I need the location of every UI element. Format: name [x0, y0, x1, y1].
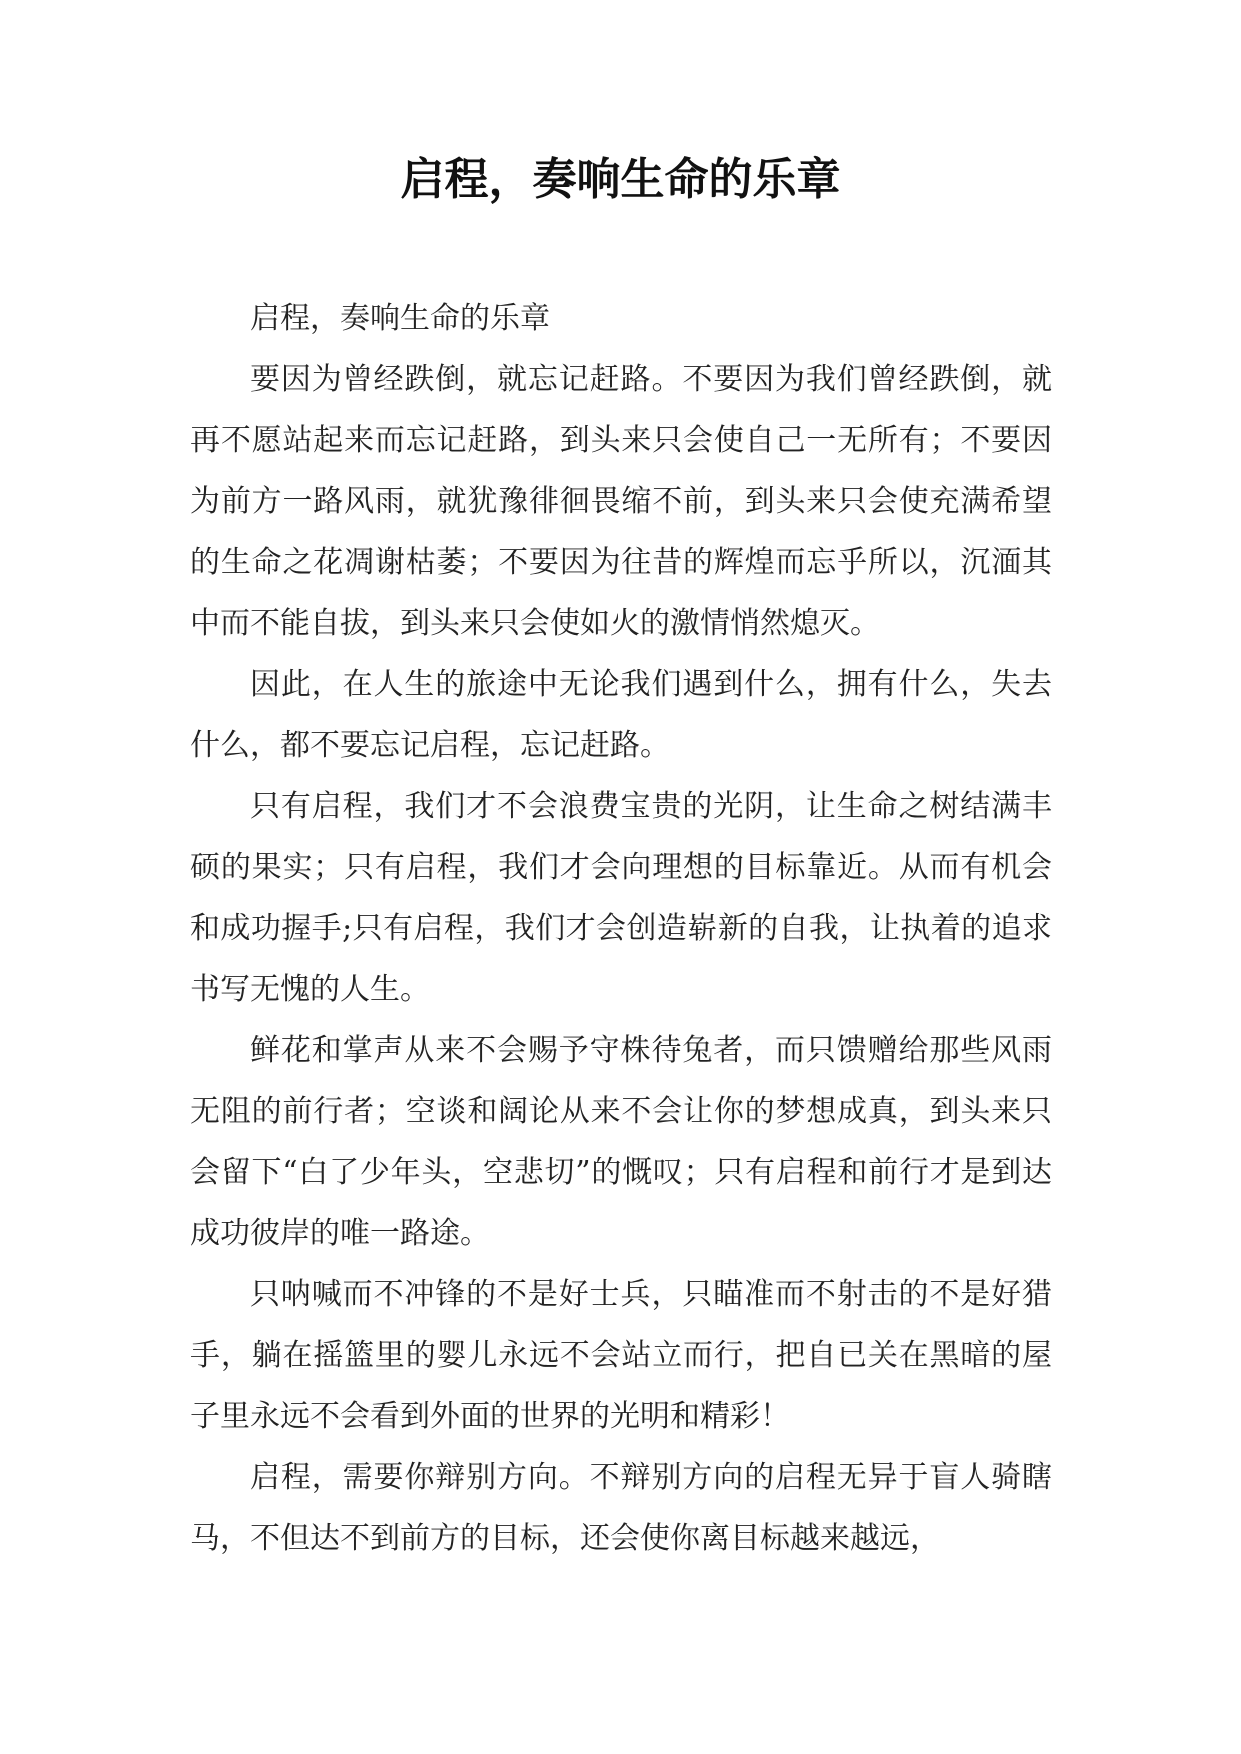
paragraph: 因此，在人生的旅途中无论我们遇到什么，拥有什么，失去什么，都不要忘记启程，忘记赶路。: [190, 667, 1052, 763]
document-title: 启程，奏响生命的乐章: [400, 154, 841, 205]
paragraph: 启程，需要你辩别方向。不辩别方向的启程无异于盲人骑瞎马，不但达不到前方的目标，还会使你离目标越来越远，: [190, 1460, 1052, 1556]
paragraph: 鲜花和掌声从来不会赐予守株待兔者，而只馈赠给那些风雨无阻的前行者；空谈和阔论从来不会让你的梦想成真，到头来只会留下“白了少年头，空悲切”的慨叹；只有启程和前行才是到达成功彼岸的唯一路途。: [190, 1033, 1052, 1251]
paragraph: 只呐喊而不冲锋的不是好士兵，只瞄准而不射击的不是好猎手，躺在摇篮里的婴儿永远不会站立而行，把自已关在黑暗的屋子里永远不会看到外面的世界的光明和精彩！: [190, 1277, 1052, 1434]
document-body: [190, 288, 1052, 1569]
paragraph: 只有启程，我们才不会浪费宝贵的光阴，让生命之树结满丰硕的果实；只有启程，我们才会向理想的目标靠近。从而有机会和成功握手;只有启程，我们才会创造崭新的自我，让执着的追求书写无愧的人生。: [190, 789, 1052, 1007]
paragraph: 要因为曾经跌倒，就忘记赶路。不要因为我们曾经跌倒，就再不愿站起来而忘记赶路，到头来只会使自己一无所有；不要因为前方一路风雨，就犹豫徘徊畏缩不前，到头来只会使充满希望的生命之花凋谢枯萎；不要因为往昔的辉煌而忘乎所以，沉湎其中而不能自拔，到头来只会使如火的激情悄然熄灭。: [190, 362, 1052, 641]
paragraph-subtitle: 启程，奏响生命的乐章: [250, 301, 550, 336]
